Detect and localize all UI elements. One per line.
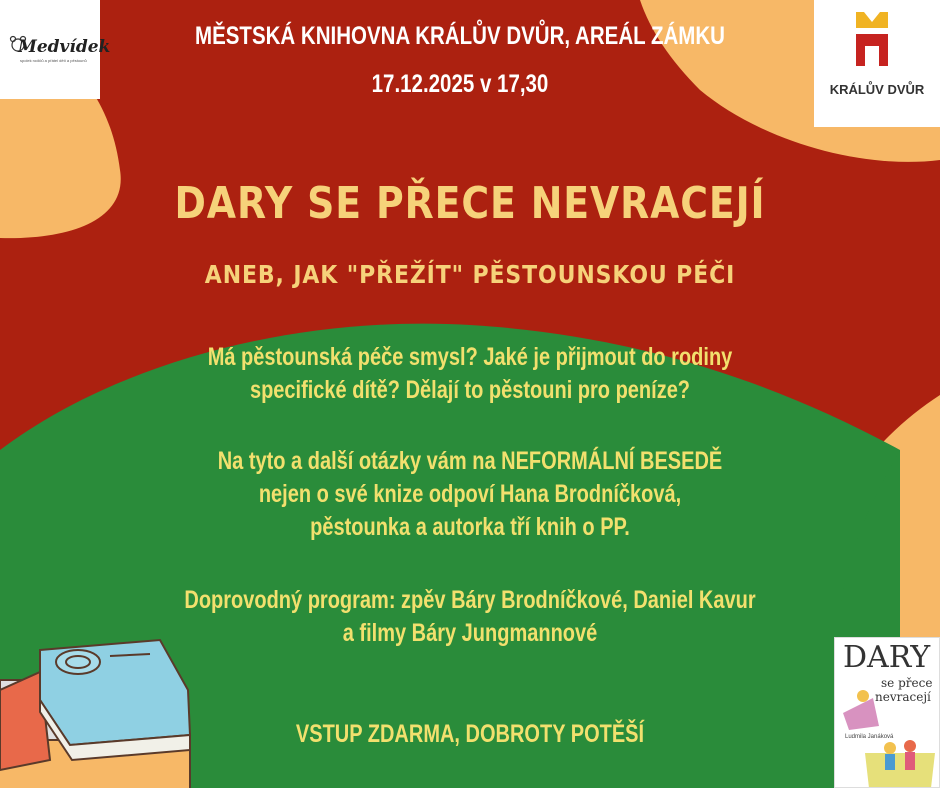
paragraph-discussion-line-2: nejen o své knize odpoví Hana Brodníčková, [258, 480, 682, 508]
paragraph-discussion-line-3: pěstounka a autorka tří knih o PP. [310, 513, 630, 541]
paragraph-program [142, 584, 798, 650]
book-cover-title: DARY [843, 640, 931, 675]
paragraph-discussion [142, 445, 798, 544]
kraluv-dvur-logo [814, 0, 940, 127]
book-cover-subtitle-2: nevracejí [875, 690, 931, 704]
header-date: 17.12.2025 v 17,30 [371, 70, 549, 98]
medvidek-logo [0, 0, 111, 99]
book-cover-author: Ludmila Janáková [845, 734, 894, 740]
header-venue: MĚSTSKÁ KNIHOVNA KRÁLŮV DVŮR, AREÁL ZÁMKU [195, 22, 725, 50]
medvidek-tagline: spolek rodičů a přátel dětí a pěstounů [20, 58, 87, 63]
book-cover [834, 637, 940, 788]
paragraph-discussion-line-1: Na tyto a další otázky vám na NEFORMÁLNÍ BESEDĚ [217, 447, 723, 475]
crown-logo-icon [854, 10, 890, 68]
kraluv-dvur-logo-text: KRÁLŮV DVŮR [829, 82, 925, 97]
book-cover-subtitle-1: se přece [881, 676, 933, 690]
book-cover-illustration [835, 638, 940, 788]
event-subtitle: ANEB, JAK "PŘEŽÍT" PĚSTOUNSKOU PÉČI [204, 260, 736, 289]
paragraph-questions-line-2: specifické dítě? Dělají to pěstouni pro peníze? [249, 376, 691, 404]
paragraph-program-line-2: a filmy Báry Jungmannové [342, 619, 598, 647]
event-title: DARY SE PŘECE NEVRACEJÍ [174, 178, 766, 229]
paragraph-questions [142, 341, 798, 407]
paragraph-program-line-1: Doprovodný program: zpěv Báry Brodníčkové, Daniel Kavur [184, 586, 756, 614]
medvidek-logo-text: Medvídek [18, 37, 111, 57]
paragraph-questions-line-1: Má pěstounská péče smysl? Jaké je přijmout do rodiny [207, 343, 733, 371]
footer-free-entry: VSTUP ZDARMA, DOBROTY POTĚŠÍ [295, 720, 645, 748]
